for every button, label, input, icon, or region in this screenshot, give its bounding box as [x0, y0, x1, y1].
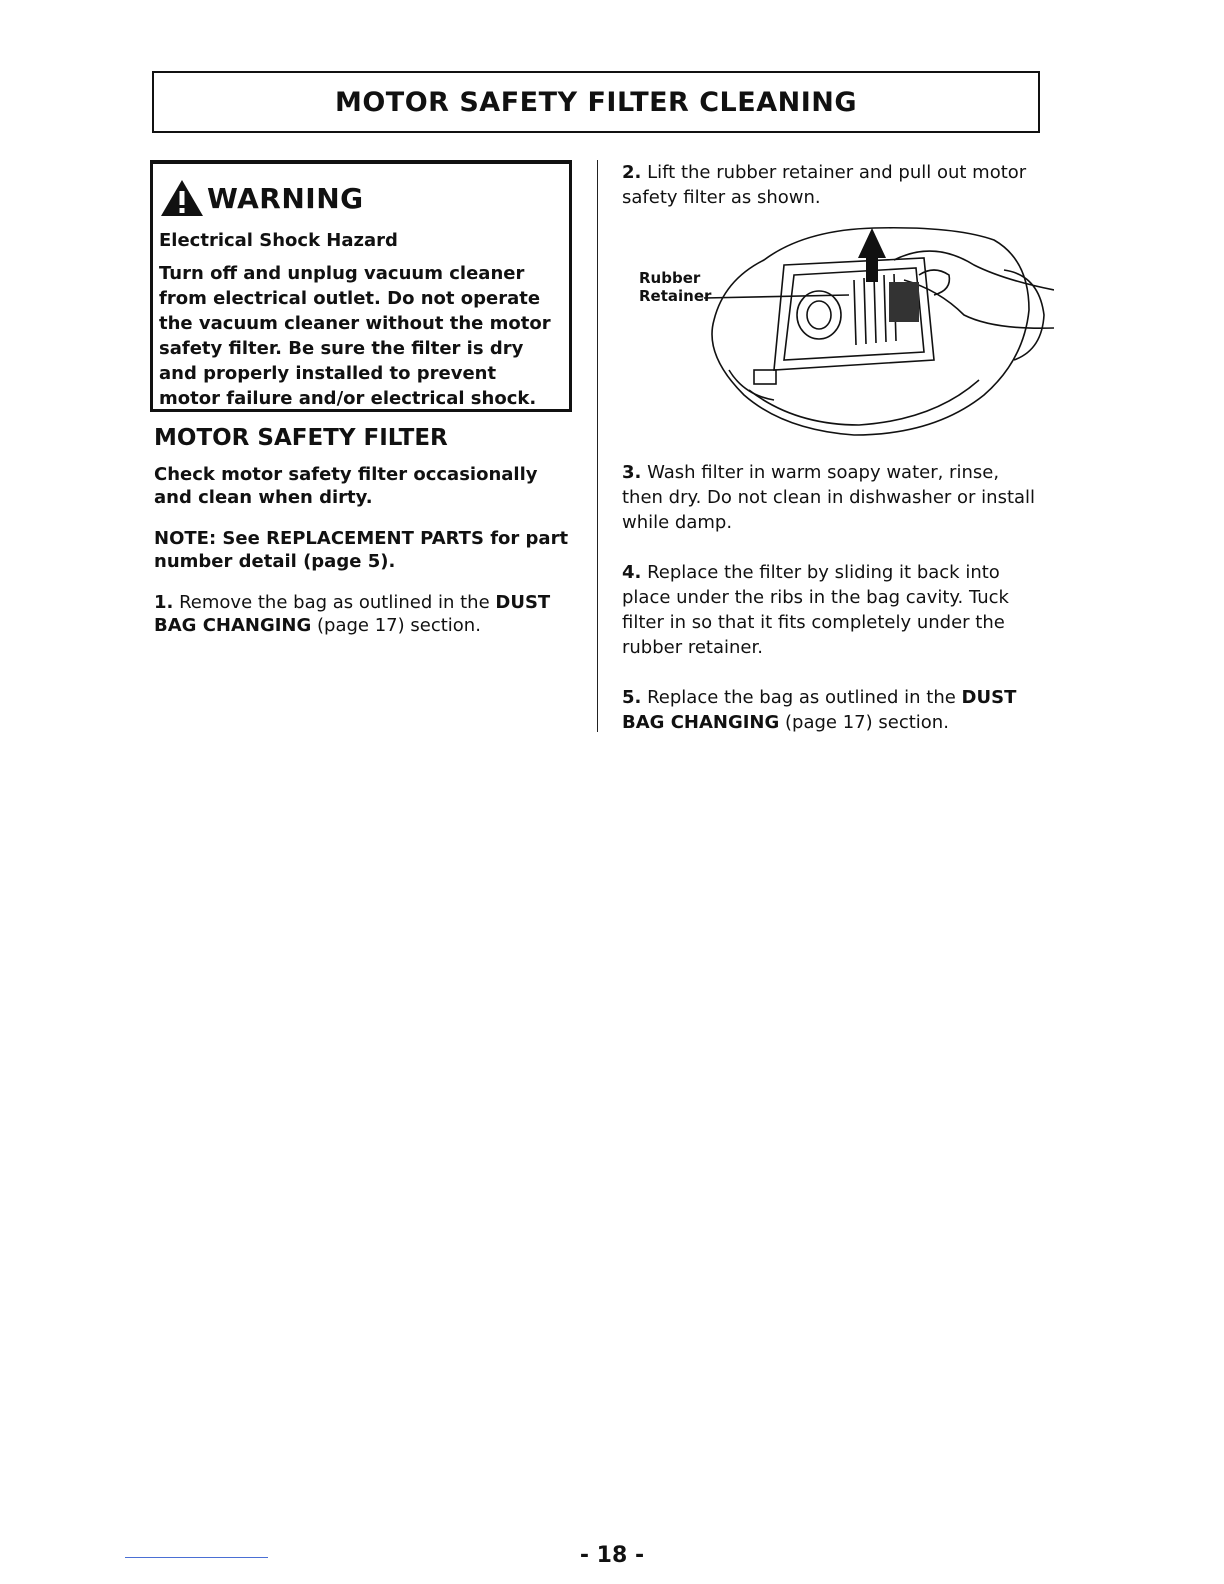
note-reference: REPLACEMENT PARTS — [266, 528, 484, 549]
step-1-number: 1. — [154, 592, 174, 613]
warning-header — [159, 178, 563, 218]
page-title: MOTOR SAFETY FILTER CLEANING — [334, 86, 858, 118]
note-prefix: NOTE: See — [154, 528, 260, 549]
figure-label-rubber: Rubber — [639, 269, 701, 287]
warning-box — [150, 160, 572, 412]
step-3-text: Wash filter in warm soapy water, rinse, then dry. Do not clean in dishwasher or install while damp. — [622, 462, 1036, 533]
step-1-suffix: (page 17) section. — [317, 615, 481, 636]
warning-text: Turn off and unplug vacuum cleaner from electrical outlet. Do not operate the vacuum cleaner without the motor safety filter. Be sure the filter is dry and properly installed to prevent motor failure and/or electrical shock. — [159, 263, 551, 409]
step-2 — [622, 160, 1052, 210]
step-5-number: 5. — [622, 687, 642, 708]
page-number: - 18 - — [579, 1543, 645, 1568]
step-5-text: Replace the bag as outlined in the — [647, 687, 956, 708]
footer-rule — [125, 1557, 268, 1558]
title-box — [152, 71, 1040, 133]
step-5-reference: DUST BAG CHANGING — [622, 687, 1017, 733]
step-1-reference: DUST BAG CHANGING — [154, 592, 551, 636]
vacuum-filter-diagram — [634, 220, 1054, 450]
step-3-number: 3. — [622, 462, 642, 483]
section-heading: MOTOR SAFETY FILTER — [154, 425, 448, 451]
step-5 — [622, 685, 1042, 735]
step-4 — [622, 560, 1042, 660]
step-2-text: Lift the rubber retainer and pull out motor safety filter as shown. — [622, 162, 1027, 208]
step-4-text: Replace the filter by sliding it back into place under the ribs in the bag cavity. Tuck filter in so that it fits completely under the rubber retainer. — [622, 562, 1009, 658]
note-suffix: for part number detail (page 5). — [154, 528, 569, 572]
step-3 — [622, 460, 1042, 535]
section-intro: Check motor safety filter occasionally and clean when dirty. — [154, 464, 538, 508]
step-1-text: Remove the bag as outlined in the — [179, 592, 490, 613]
note-paragraph — [154, 527, 574, 573]
warning-triangle-icon — [159, 178, 205, 218]
step-5-suffix: (page 17) section. — [785, 712, 949, 733]
step-4-number: 4. — [622, 562, 642, 583]
column-divider — [597, 160, 598, 732]
step-2-number: 2. — [622, 162, 642, 183]
figure-label-retainer: Retainer — [639, 287, 712, 305]
warning-heading: WARNING — [207, 181, 364, 215]
left-column — [154, 425, 574, 655]
warning-subheading: Electrical Shock Hazard — [159, 230, 398, 251]
step-1 — [154, 591, 574, 637]
